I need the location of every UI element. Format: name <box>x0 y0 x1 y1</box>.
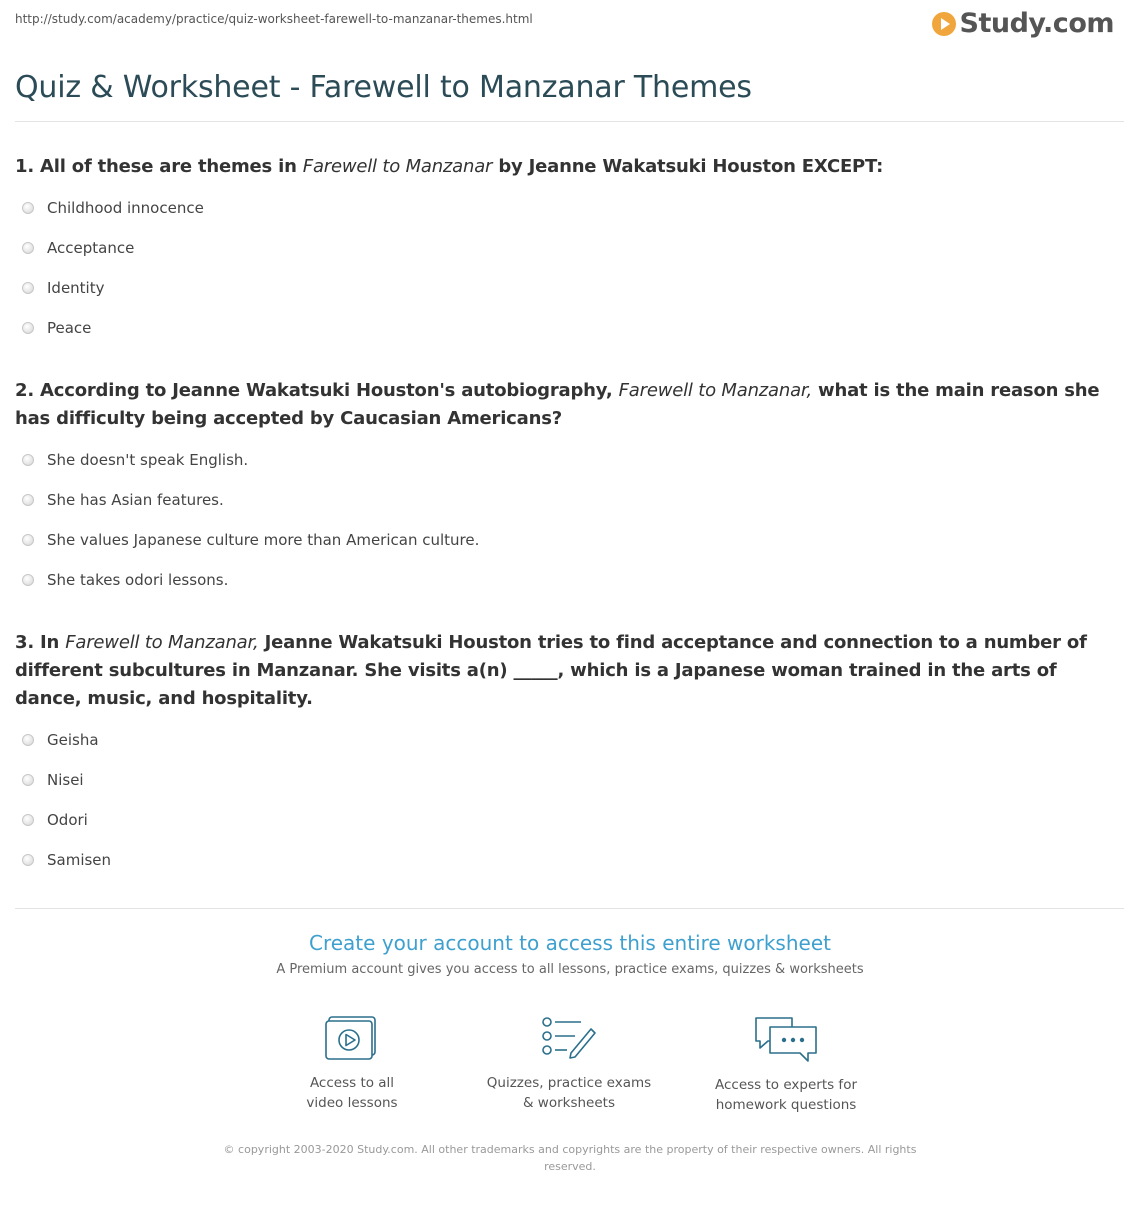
radio-icon[interactable] <box>22 494 34 506</box>
feature-label-line: Quizzes, practice exams <box>486 1075 652 1091</box>
chat-bubbles-icon <box>754 1015 818 1063</box>
quiz-checklist-icon <box>541 1015 597 1061</box>
answer-option[interactable] <box>22 760 111 800</box>
answer-label: Nisei <box>47 771 84 789</box>
answer-option[interactable] <box>22 480 479 520</box>
answer-label: Identity <box>47 279 105 297</box>
question-text-after: Jeanne Wakatsuki Houston tries to find acceptance and connection to a number of different subcultures in Manzanar. She visits a(n) _____, which is a Japanese woman trained in the arts of dance, music, and hospitality. <box>15 632 1087 709</box>
study-logo[interactable] <box>932 8 1114 39</box>
question-text-after: by Jeanne Wakatsuki Houston EXCEPT: <box>498 156 884 177</box>
question-number: 1. <box>15 156 34 177</box>
answer-label: Acceptance <box>47 239 135 257</box>
cta-divider <box>15 908 1124 909</box>
answer-option[interactable] <box>22 308 204 348</box>
answer-option[interactable] <box>22 840 111 880</box>
logo-text: Study.com <box>959 8 1114 39</box>
question-2 <box>15 377 1124 433</box>
title-divider <box>15 121 1124 122</box>
feature-label-line: & worksheets <box>522 1095 615 1111</box>
question-1 <box>15 153 1124 181</box>
answer-label: Peace <box>47 319 92 337</box>
question-text-before: In <box>40 632 60 653</box>
answer-label: She doesn't speak English. <box>47 451 249 469</box>
radio-icon[interactable] <box>22 454 34 466</box>
answer-option[interactable] <box>22 228 204 268</box>
answer-option[interactable] <box>22 440 479 480</box>
answer-label: She has Asian features. <box>47 491 224 509</box>
question-text-before: According to Jeanne Wakatsuki Houston's autobiography, <box>40 380 613 401</box>
feature-video-lessons <box>252 1015 452 1113</box>
answer-option[interactable] <box>22 188 204 228</box>
feature-label-line: Access to experts for <box>714 1077 857 1093</box>
radio-icon[interactable] <box>22 534 34 546</box>
feature-experts <box>686 1015 886 1115</box>
answer-option[interactable] <box>22 800 111 840</box>
question-text-before: All of these are themes in <box>40 156 297 177</box>
feature-quizzes <box>469 1015 669 1113</box>
answer-label: Samisen <box>47 851 112 869</box>
video-lesson-icon <box>325 1015 379 1061</box>
question-3 <box>15 629 1124 713</box>
answer-option[interactable] <box>22 560 479 600</box>
answer-option[interactable] <box>22 520 479 560</box>
answer-label: Odori <box>47 811 88 829</box>
radio-icon[interactable] <box>22 774 34 786</box>
feature-label-line: homework questions <box>715 1097 857 1113</box>
answer-label: She takes odori lessons. <box>47 571 229 589</box>
answer-label: Childhood innocence <box>47 199 204 217</box>
copyright-notice: © copyright 2003-2020 Study.com. All other trademarks and copyrights are the property of their respective owners. All rights reserved. <box>223 1143 917 1173</box>
radio-icon[interactable] <box>22 814 34 826</box>
answer-label: She values Japanese culture more than American culture. <box>47 531 480 549</box>
page-url: http://study.com/academy/practice/quiz-worksheet-farewell-to-manzanar-themes.html <box>15 12 533 26</box>
answer-label: Geisha <box>47 731 99 749</box>
question-book-title: Farewell to Manzanar, <box>65 632 259 653</box>
play-logo-icon <box>932 12 956 36</box>
answer-list-3 <box>22 720 111 880</box>
radio-icon[interactable] <box>22 242 34 254</box>
answer-option[interactable] <box>22 268 204 308</box>
question-text-after: what is the main reason she has difficulty being accepted by Caucasian Americans? <box>15 380 1100 429</box>
page-title: Quiz & Worksheet - Farewell to Manzanar Themes <box>15 70 752 105</box>
answer-list-1 <box>22 188 204 348</box>
answer-option[interactable] <box>22 720 111 760</box>
feature-label-line: Access to all <box>309 1075 395 1091</box>
radio-icon[interactable] <box>22 322 34 334</box>
answer-list-2 <box>22 440 479 600</box>
question-book-title: Farewell to Manzanar, <box>618 380 812 401</box>
radio-icon[interactable] <box>22 282 34 294</box>
feature-label-line: video lessons <box>306 1095 398 1111</box>
radio-icon[interactable] <box>22 202 34 214</box>
radio-icon[interactable] <box>22 734 34 746</box>
question-book-title: Farewell to Manzanar <box>302 156 493 177</box>
radio-icon[interactable] <box>22 574 34 586</box>
radio-icon[interactable] <box>22 854 34 866</box>
cta-subtitle: A Premium account gives you access to all lessons, practice exams, quizzes & worksheets <box>276 962 864 977</box>
cta-title[interactable]: Create your account to access this entire worksheet <box>309 931 831 955</box>
question-number: 2. <box>15 380 34 401</box>
question-number: 3. <box>15 632 34 653</box>
